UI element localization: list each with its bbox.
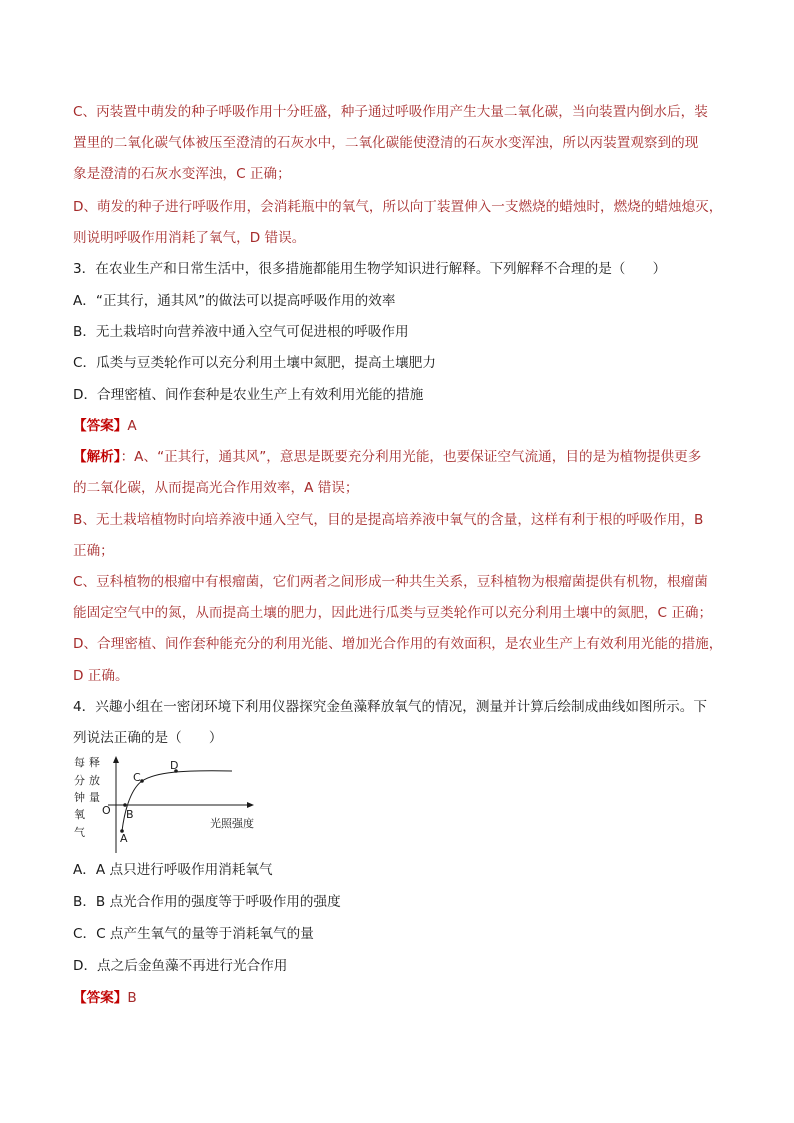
point-a-label: A (120, 832, 128, 845)
q3-analysis-b-line2: 正确； (73, 543, 114, 559)
q4-option-c: C．C 点产生氧气的量等于消耗氧气的量 (73, 926, 314, 942)
y-label-char: 放 (89, 774, 100, 787)
q2-analysis-d-line1: D、萌发的种子进行呼吸作用，会消耗瓶中的氧气，所以向丁装置伸入一支燃烧的蜡烛时，燃烧的蜡烛熄灭， (73, 199, 723, 215)
q2-analysis-c-line3: 象是澄清的石灰水变浑浊，C 正确； (73, 166, 291, 182)
q3-stem: 3．在农业生产和日常生活中，很多措施都能用生物学知识进行解释。下列解释不合理的是（ ） (73, 261, 667, 277)
q3-answer-value: A (127, 418, 137, 434)
point-c (140, 779, 144, 783)
q2-analysis-c-line1: C、丙装置中萌发的种子呼吸作用十分旺盛，种子通过呼吸作用产生大量二氧化碳，当向装置内倒水后，装 (73, 104, 708, 120)
q4-answer (73, 988, 137, 1008)
y-label-char: 分 (74, 774, 85, 787)
q3-option-b: B．无土栽培时向营养液中通入空气可促进根的呼吸作用 (73, 324, 409, 340)
q4-stem-line1: 4．兴趣小组在一密闭环境下利用仪器探究金鱼藻释放氧气的情况，测量并计算后绘制成曲线如图所示。下 (73, 699, 707, 715)
q3-analysis-d-line2: D 正确。 (73, 668, 129, 684)
q3-option-c: C．瓜类与豆类轮作可以充分利用土壤中氮肥，提高土壤肥力 (73, 355, 436, 371)
q2-analysis-c-line2: 置里的二氧化碳气体被压至澄清的石灰水中，二氧化碳能使澄清的石灰水变浑浊，所以丙装置观察到的现 (73, 135, 699, 151)
q3-answer (73, 416, 137, 436)
origin-label: O (102, 804, 111, 817)
q3-analysis-c-line1: C、豆科植物的根瘤中有根瘤菌，它们两者之间形成一种共生关系，豆科植物为根瘤菌提供有机物，根瘤菌 (73, 574, 708, 590)
q3-analysis-a-line2: 的二氧化碳，从而提高光合作用效率，A 错误； (73, 480, 359, 496)
y-label-char: 释 (89, 756, 100, 769)
oxygen-release-graph (72, 755, 272, 855)
y-label-char: 量 (89, 791, 100, 804)
q4-option-a: A．A 点只进行呼吸作用消耗氧气 (73, 862, 273, 878)
q3-option-d: D．合理密植、间作套种是农业生产上有效利用光能的措施 (73, 387, 424, 403)
q4-option-d: D．点之后金鱼藻不再进行光合作用 (73, 958, 288, 974)
q3-answer-tag: 【答案】 (73, 418, 128, 434)
x-axis-arrow (247, 802, 254, 808)
point-b-label: B (126, 808, 134, 821)
point-c-label: C (133, 771, 141, 784)
q2-analysis-d-line2: 则说明呼吸作用消耗了氧气，D 错误。 (73, 230, 306, 246)
q3-option-a: A．“正其行，通其风”的做法可以提高呼吸作用的效率 (73, 293, 396, 309)
q3-analysis-a1: ：A、“正其行，通其风”，意思是既要充分利用光能，也要保证空气流通，目的是为植物提供更多 (120, 449, 702, 465)
y-label-char: 钟 (74, 791, 85, 804)
q4-answer-value: B (127, 990, 137, 1006)
q3-analysis-d-line1: D、合理密植、间作套种能充分的利用光能、增加光合作用的有效面积，是农业生产上有效利用光能的措施， (73, 636, 723, 652)
q3-analysis-b-line1: B、无土栽培植物时向培养液中通入空气，目的是提高培养液中氧气的含量，这样有利于根的呼吸作用，B (73, 512, 704, 528)
x-axis-label: 光照强度 (210, 817, 254, 830)
q4-stem-line2: 列说法正确的是（ ） (73, 730, 223, 746)
q3-analysis-a-line1 (73, 447, 701, 467)
q4-option-b: B．B 点光合作用的强度等于呼吸作用的强度 (73, 894, 341, 910)
y-label-char: 每 (74, 756, 85, 769)
y-label-char: 氧 (74, 808, 85, 821)
q3-analysis-c-line2: 能固定空气中的氮，从而提高土壤的肥力，因此进行瓜类与豆类轮作可以充分利用土壤中的氮肥，C 正确； (73, 605, 713, 621)
point-d-label: D (170, 759, 179, 772)
y-label-char: 气 (74, 826, 85, 839)
point-b (123, 803, 127, 807)
y-axis-arrow (113, 756, 119, 763)
q4-answer-tag: 【答案】 (73, 990, 128, 1006)
q3-analysis-tag: 【解析】 (73, 449, 121, 465)
